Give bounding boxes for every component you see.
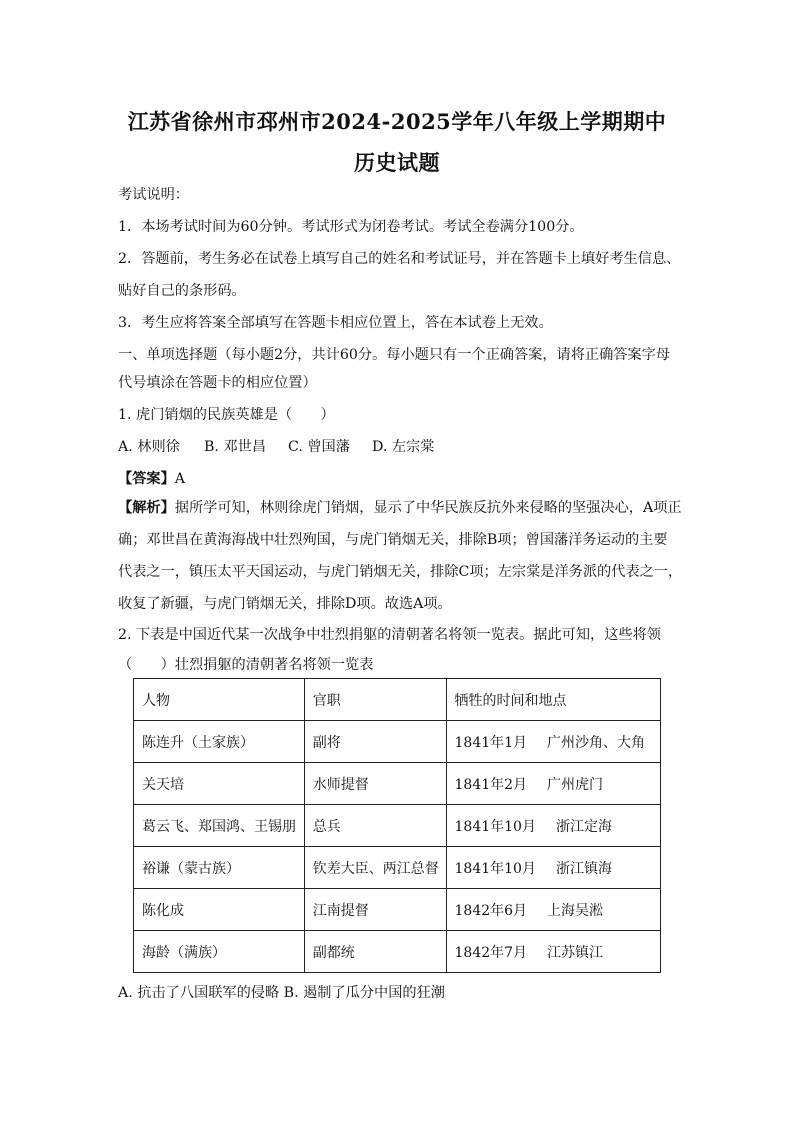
cell-time: 1841年10月 (454, 860, 536, 877)
answer-value: A (174, 471, 186, 487)
cell-place: 广州沙角、大角 (547, 734, 646, 751)
question-1-answer (118, 469, 688, 489)
question-1-options (118, 437, 688, 457)
instructions-heading: 考试说明： (118, 187, 189, 203)
table-row (134, 763, 661, 805)
cell-person: 关天培 (134, 763, 305, 805)
instruction-item-3: 3．考生应将答案全部填写在答题卡相应位置上，答在本试卷上无效。 (118, 315, 553, 331)
cell-person: 陈化成 (134, 889, 305, 931)
cell-person: 海龄（满族） (134, 931, 305, 973)
analysis-text-1: 据所学可知，林则徐虎门销烟，显示了中华民族反抗外来侵略的坚强决心，A项正 (174, 500, 682, 516)
cell-place: 江苏镇江 (547, 944, 604, 961)
answer-label: 【答案】 (118, 471, 175, 487)
table-row (134, 931, 661, 973)
question-2-options: A. 抗击了八国联军的侵略 B. 遏制了瓜分中国的狂潮 (118, 985, 445, 1001)
cell-person: 陈连升（土家族） (134, 721, 305, 763)
cell-time-place (446, 931, 661, 973)
instruction-item-2: 2．答题前，考生务必在试卷上填写自己的姓名和考试证号，并在答题卡上填好考生信息、 (118, 251, 681, 267)
exam-subtitle: 历史试题 (354, 150, 440, 175)
table-row (134, 805, 661, 847)
cell-time-place (446, 847, 661, 889)
cell-post: 副都统 (304, 931, 446, 973)
cell-place: 上海吴淞 (547, 902, 604, 919)
table-row (134, 721, 661, 763)
instruction-item-2-cont: 贴好自己的条形码。 (118, 283, 246, 299)
cell-time-place (446, 805, 661, 847)
question-1-stem: 1. 虎门销烟的民族英雄是（ ） (118, 407, 335, 423)
table-row (134, 889, 661, 931)
cell-post: 钦差大臣、两江总督 (304, 847, 446, 889)
cell-time: 1842年7月 (454, 944, 528, 961)
cell-time: 1841年1月 (454, 734, 528, 751)
cell-time: 1841年2月 (454, 776, 528, 793)
header-time-place: 牺牲的时间和地点 (446, 679, 661, 721)
table-row (134, 847, 661, 889)
analysis-label: 【解析】 (118, 500, 175, 516)
cell-post: 水师提督 (304, 763, 446, 805)
cell-post: 江南提督 (304, 889, 446, 931)
cell-post: 总兵 (304, 805, 446, 847)
cell-person: 裕谦（蒙古族） (134, 847, 305, 889)
analysis-text-2: 确；邓世昌在黄海海战中壮烈殉国，与虎门销烟无关，排除B项；曾国藩洋务运动的主要 (118, 532, 668, 548)
header-person: 人物 (134, 679, 305, 721)
header-post: 官职 (304, 679, 446, 721)
instruction-item-1: 1．本场考试时间为60分钟。考试形式为闭卷考试。考试全卷满分100分。 (118, 219, 584, 235)
question-1-analysis (118, 498, 688, 518)
question-2-stem: 2. 下表是中国近代某一次战争中壮烈捐躯的清朝著名将领一览表。据此可知，这些将领 (118, 627, 661, 643)
cell-time-place (446, 763, 661, 805)
option-c: C. 曾国藩 (288, 439, 350, 455)
section-heading-cont: 代号填涂在答题卡的相应位置） (118, 375, 317, 391)
option-b: B. 邓世昌 (204, 439, 267, 455)
option-a: A. 林则徐 (118, 439, 180, 455)
cell-place: 浙江定海 (555, 818, 612, 835)
cell-place: 广州虎门 (547, 776, 604, 793)
cell-place: 浙江镇海 (555, 860, 612, 877)
cell-time-place (446, 721, 661, 763)
cell-person: 葛云飞、郑国鸿、王锡朋 (134, 805, 305, 847)
generals-table (133, 678, 661, 973)
section-heading: 一、单项选择题（每小题2分，共计60分。每小题只有一个正确答案，请将正确答案字母 (118, 347, 671, 363)
question-2-stem-cont: （ ）壮烈捐躯的清朝著名将领一览表 (118, 657, 374, 673)
analysis-text-4: 收复了新疆，与虎门销烟无关，排除D项。故选A项。 (118, 596, 452, 612)
table-header-row (134, 679, 661, 721)
cell-time: 1841年10月 (454, 818, 536, 835)
option-d: D. 左宗棠 (372, 439, 435, 455)
analysis-text-3: 代表之一，镇压太平天国运动，与虎门销烟无关，排除C项；左宗棠是洋务派的代表之一， (118, 564, 683, 580)
cell-time: 1842年6月 (454, 902, 528, 919)
cell-post: 副将 (304, 721, 446, 763)
exam-title: 江苏省徐州市邳州市2024-2025学年八年级上学期期中 (127, 109, 667, 134)
cell-time-place (446, 889, 661, 931)
